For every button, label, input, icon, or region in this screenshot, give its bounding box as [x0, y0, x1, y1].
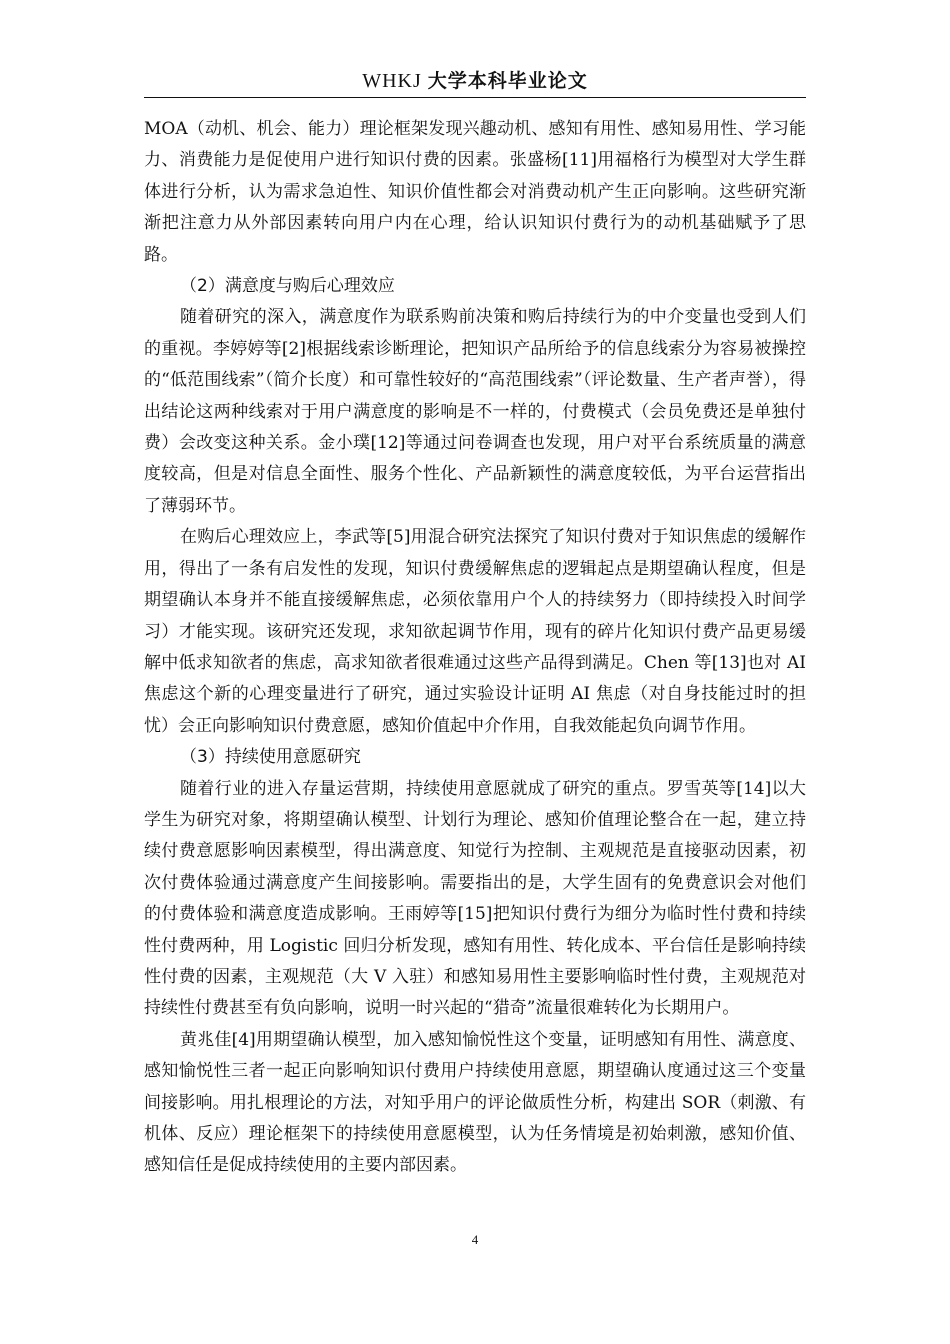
header-rule — [144, 97, 806, 98]
paragraph: 在购后心理效应上，李武等[5]用混合研究法探究了知识付费对于知识焦虑的缓解作用，得出了一条有启发性的发现，知识付费缓解焦虑的逻辑起点是期望确认程度，但是期望确认本身并不能直接缓解焦虑，必须依靠用户个人的持续努力（即持续投入时间学习）才能实现。该研究还发现，求知欲起调节作用，现有的碎片化知识付费产品更易缓解中低求知欲者的焦虑，高求知欲者很难通过这些产品得到满足。Chen 等[13]也对 AI 焦虑这个新的心理变量进行了研究，通过实验设计证明 AI 焦虑（对自身技能过时的担忧）会正向影响知识付费意愿，感知价值起中介作用，自我效能起负向调节作用。 — [144, 527, 806, 736]
section-heading: （3）持续使用意愿研究 — [180, 747, 361, 768]
paragraph: 随着研究的深入，满意度作为联系购前决策和购后持续行为的中介变量也受到人们的重视。李婷婷等[2]根据线索诊断理论，把知识产品所给予的信息线索分为容易被操控的“低范围线索”（简介长度）和可靠性较好的“高范围线索”（评论数量、生产者声誉），得出结论这两种线索对于用户满意度的影响是不一样的，付费模式（会员免费还是单独付费）会改变这种关系。金小璞[12]等通过问卷调查也发现，用户对平台系统质量的满意度较高，但是对信息全面性、服务个性化、产品新颖性的满意度较低，为平台运营指出了薄弱环节。 — [144, 307, 806, 516]
page-number: 4 — [471, 1232, 479, 1247]
section-heading: （2）满意度与购后心理效应 — [180, 276, 395, 297]
paragraph: MOA（动机、机会、能力）理论框架发现兴趣动机、感知有用性、感知易用性、学习能力、消费能力是促使用户进行知识付费的因素。张盛杨[11]用福格行为模型对大学生群体进行分析，认为需求急迫性、知识价值性都会对消费动机产生正向影响。这些研究渐渐把注意力从外部因素转向用户内在心理，给认识知识付费行为的动机基础赋予了思路。 — [144, 119, 806, 265]
paragraph: 黄兆佳[4]用期望确认模型，加入感知愉悦性这个变量，证明感知有用性、满意度、感知愉悦性三者一起正向影响知识付费用户持续使用意愿，期望确认度通过这三个变量间接影响。用扎根理论的方法，对知乎用户的评论做质性分析，构建出 SOR（刺激、有机体、反应）理论框架下的持续使用意愿模型，认为任务情境是初始刺激，感知价值、感知信任是促成持续使用的主要内部因素。 — [144, 1029, 806, 1176]
header-title-latin: WHKJ — [362, 70, 428, 92]
paragraph: 随着行业的进入存量运营期，持续使用意愿就成了研究的重点。罗雪英等[14]以大学生为研究对象，将期望确认模型、计划行为理论、感知价值理论整合在一起，建立持续付费意愿影响因素模型，得出满意度、知觉行为控制、主观规范是直接驱动因素，初次付费体验通过满意度产生间接影响。需要指出的是，大学生固有的免费意识会对他们的付费体验和满意度造成影响。王雨婷等[15]把知识付费行为细分为临时性付费和持续性付费两种，用 Logistic 回归分析发现，感知有用性、转化成本、平台信任是影响持续性付费的因素，主观规范（大 V 入驻）和感知易用性主要影响临时性付费，主观规范对持续性付费甚至有负向影响，说明一时兴起的“猎奇”流量很难转化为长期用户。 — [144, 778, 806, 1019]
page-header — [144, 66, 806, 93]
header-title-cjk: 大学本科毕业论文 — [427, 70, 588, 92]
body-text — [144, 114, 806, 1182]
